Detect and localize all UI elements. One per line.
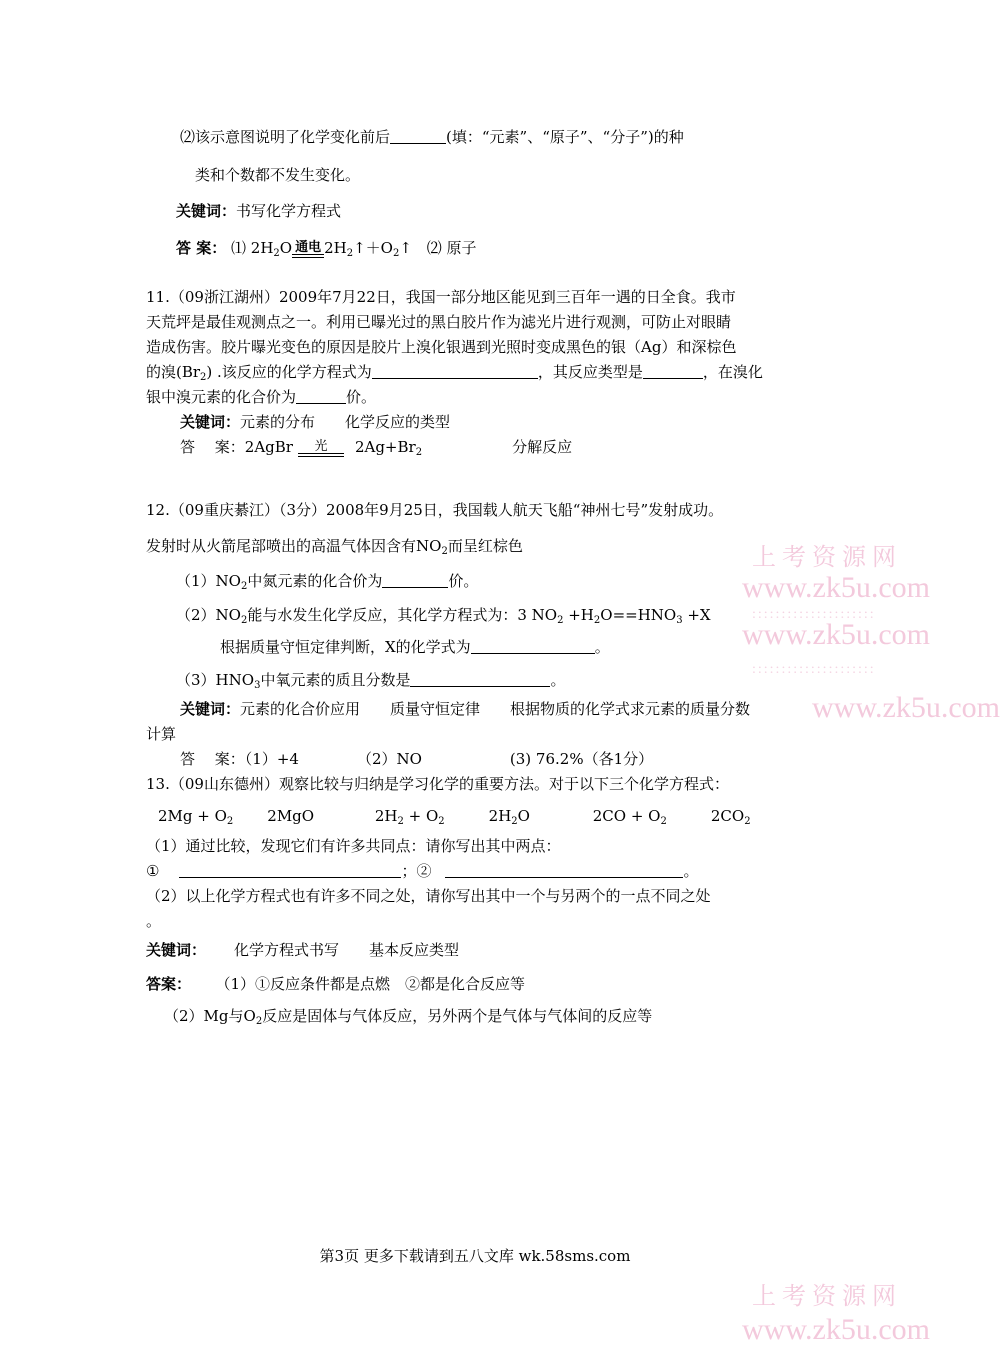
q12-answer: 答 案：（1）+4 （2）NO (3) 76.2%（各1分） xyxy=(180,750,654,768)
watermark-dots: ::::::::::::::::::::: xyxy=(752,607,876,622)
q13-line1: 13.（09山东德州）观察比较与归纳是学习化学的重要方法。对于以下三个化学方程式： xyxy=(146,775,729,793)
q13-answer-line2: （2）Mg与$O_2$反应是固体与气体反应，另外两个是气体与气体间的反应等 xyxy=(164,1007,653,1027)
q11-line1: 11.（09浙江湖州）2009年7月22日，我国一部分地区能见到三百年一遇的日全食。我市 xyxy=(146,288,736,306)
q13-part2: （2）以上化学方程式也有许多不同之处，请你写出其中一个与另两个的一点不同之处 xyxy=(146,887,711,905)
q13-answer: 答案： （1）①反应条件都是点燃 ②都是化合反应等 xyxy=(146,975,526,993)
q10-answer: 答 案： ⑴ $2H_2O$ 通电 $2H_2↑+O_2↑$ ⑵ 原子 xyxy=(176,238,477,264)
q10-part2-line2: 类和个数都不发生变化。 xyxy=(195,166,361,184)
q11-keywords: 关键词：元素的分布 化学反应的类型 xyxy=(180,413,451,431)
q12-part3: $(3)HNO_3$中氧元素的质且分数是 。 xyxy=(176,671,566,691)
q11-line3: 造成伤害。胶片曝光变色的原因是胶片上溴化银遇到光照时变成黑色的银（Ag）和深棕色 xyxy=(146,338,737,356)
q11-line2: 天荒坪是最佳观测点之一。利用已曝光过的黑白胶片作为滤光片进行观测，可防止对眼睛 xyxy=(146,313,732,331)
q12-keywords-line2: 计算 xyxy=(146,725,177,743)
watermark-url: www.zk5u.com xyxy=(742,571,931,604)
watermark-url: www.zk5u.com xyxy=(742,1313,931,1346)
answer-blank xyxy=(382,572,448,588)
watermark-url: www.zk5u.com xyxy=(812,691,1000,724)
answer-blank xyxy=(410,671,550,687)
q13-part2-line2: 。 xyxy=(146,912,162,930)
q12-keywords: 关键词：元素的化合价应用 质量守恒定律 根据物质的化学式求元素的质量分数 xyxy=(180,700,751,718)
q13-equations: $2Mg + O_2$ 2MgO $2H_2 + O_2$ $2H_2O$ $2CO + O_2$ $2CO_2$ xyxy=(158,807,751,827)
q10-part2: ⑵该示意图说明了化学变化前后 (填：“元素”、“原子”、“分子”)的种 xyxy=(180,128,684,146)
watermark-text: 上考资源网 xyxy=(752,545,902,571)
watermark-url: www.zk5u.com xyxy=(742,618,931,651)
q13-keywords: 关键词： 化学方程式书写 基本反应类型 xyxy=(146,941,460,959)
q13-part1: （1）通过比较，发现它们有许多共同点：请你写出其中两点： xyxy=(146,837,561,855)
q12-part2-line2: 根据质量守恒定律判断，X的化学式为 。 xyxy=(220,638,610,656)
reaction-condition: 光 xyxy=(298,453,344,463)
reaction-condition: 通电 xyxy=(292,254,324,264)
q12-part1: $(1)NO_2$中氮元素的化合价为 价。 xyxy=(176,572,479,592)
page-footer: 第3页 更多下载请到五八文库 wk.58sms.com xyxy=(319,1247,631,1265)
answer-blank xyxy=(643,363,703,379)
answer-blank xyxy=(471,638,595,654)
q10-keywords: 关键词：书写化学方程式 xyxy=(176,202,342,220)
watermark-text: 上考资源网 xyxy=(752,1284,902,1310)
watermark-dots: ::::::::::::::::::::: xyxy=(752,662,876,677)
q13-part1-blanks: ① ；② 。 xyxy=(146,862,699,880)
q11-line4: 的溴$(Br_2)$ .该反应的化学方程式为 ，其反应类型是 ，在溴化 xyxy=(146,363,763,383)
answer-blank xyxy=(372,363,538,379)
q11-line5: 银中溴元素的化合价为 价。 xyxy=(146,388,377,406)
answer-blank xyxy=(179,862,401,878)
q12-part2: $(2)NO_2$能与水发生化学反应，其化学方程式为：3 $NO_2 +H_2O==HNO_3 +X$ xyxy=(176,606,711,626)
answer-blank xyxy=(390,128,446,144)
q11-answer: 答 案：2AgBr 光 $2Ag+Br_2$ 分解反应 xyxy=(180,437,572,463)
q12-line2: 发射时从火箭尾部喷出的高温气体因含有$NO_2$而呈红棕色 xyxy=(146,537,523,557)
q12-line1: 12.（09重庆綦江）（3分）2008年9月25日，我国载人航天飞船“神州七号”发射成功。 xyxy=(146,501,724,519)
answer-blank xyxy=(445,862,683,878)
answer-blank xyxy=(296,388,346,404)
